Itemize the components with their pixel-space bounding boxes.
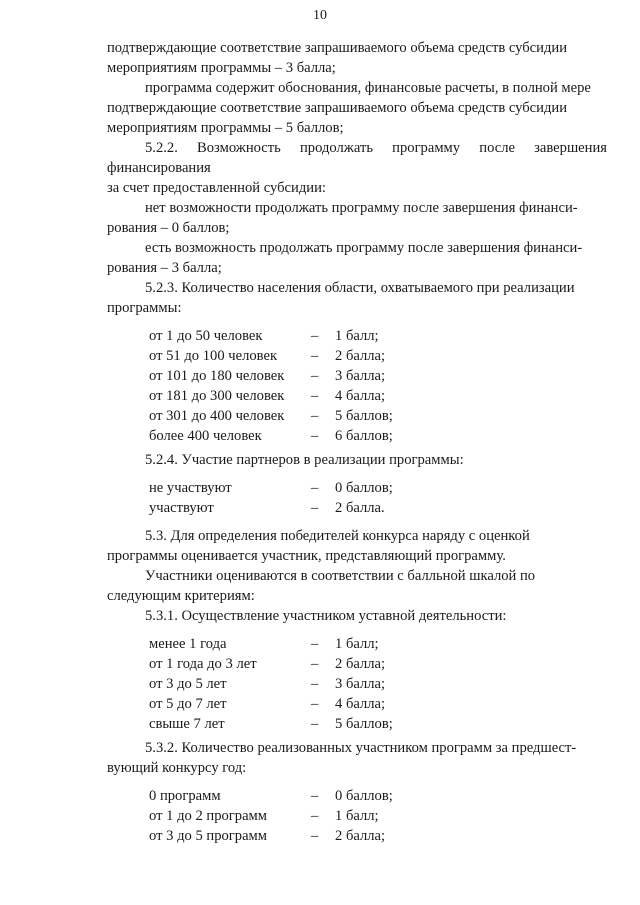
paragraph-3-points-line-2: мероприятиям программы – 3 балла; [107,60,336,76]
criteria-score: 4 балла; [335,388,386,404]
criteria-row [149,806,607,826]
population-criteria-list [149,326,607,446]
criteria-row [149,826,607,846]
criteria-label: не участвуют [149,480,232,496]
criteria-row [149,426,607,446]
section-5-3-1: 5.3.1. Осуществление участником уставной деятельности: [145,608,507,624]
section-5-2-2-line-2: за счет предоставленной субсидии: [107,180,326,196]
criteria-score: 3 балла; [335,676,386,692]
document-body [107,38,607,846]
criteria-row [149,498,607,518]
option-continuation-line-1: есть возможность продолжать программу после завершения финанси- [145,240,583,256]
section-5-3-2-line-2: вующий конкурсу год: [107,760,247,776]
criteria-label: от 181 до 300 человек [149,388,285,404]
criteria-row [149,714,607,734]
criteria-label: участвуют [149,500,214,516]
criteria-row [149,786,607,806]
criteria-label: от 5 до 7 лет [149,696,227,712]
paragraph-5-points-line-3: мероприятиям программы – 5 баллов; [107,120,344,136]
programs-criteria-list [149,786,607,846]
criteria-row [149,478,607,498]
paragraph-5-points-line-2: подтверждающие соответствие запрашиваемого объема средств субсидии [107,100,568,116]
section-5-3-line-1: 5.3. Для определения победителей конкурса наряду с оценкой [145,528,530,544]
criteria-label: от 51 до 100 человек [149,348,278,364]
page-number: 10 [313,8,327,23]
criteria-score: 2 балла; [335,656,386,672]
criteria-score: 0 баллов; [335,788,393,804]
criteria-label: от 101 до 180 человек [149,368,285,384]
criteria-dash: – [311,388,319,404]
criteria-dash: – [311,636,319,652]
criteria-dash: – [311,676,319,692]
criteria-row [149,346,607,366]
criteria-dash: – [311,348,319,364]
criteria-dash: – [311,328,319,344]
option-continuation-line-2: рования – 3 балла; [107,260,222,276]
criteria-label: от 3 до 5 программ [149,828,268,844]
section-5-2-3-line-1: 5.2.3. Количество населения области, охватываемого при реализации [145,280,575,296]
section-5-2-4: 5.2.4. Участие партнеров в реализации программы: [145,452,464,468]
criteria-row [149,386,607,406]
criteria-dash: – [311,408,319,424]
criteria-dash: – [311,656,319,672]
criteria-label: от 1 до 50 человек [149,328,263,344]
paragraph-3-points-line-1: подтверждающие соответствие запрашиваемого объема средств субсидии [107,40,568,56]
section-5-2-2-line-1: 5.2.2. Возможность продолжать программу после завершения финансирования [107,140,607,176]
criteria-score: 1 балл; [335,636,379,652]
criteria-score: 0 баллов; [335,480,393,496]
criteria-row [149,366,607,386]
participants-line-2: следующим критериям: [107,588,255,604]
criteria-score: 5 баллов; [335,408,393,424]
criteria-label: от 301 до 400 человек [149,408,285,424]
criteria-dash: – [311,500,319,516]
criteria-dash: – [311,696,319,712]
criteria-dash: – [311,480,319,496]
participants-line-1: Участники оцениваются в соответствии с балльной шкалой по [145,568,536,584]
option-no-continuation-line-2: рования – 0 баллов; [107,220,230,236]
section-5-2-3-line-2: программы: [107,300,182,316]
section-5-3-2-line-1: 5.3.2. Количество реализованных участником программ за предшест- [145,740,577,756]
criteria-dash: – [311,428,319,444]
partners-criteria-list [149,478,607,518]
criteria-label: более 400 человек [149,428,262,444]
criteria-score: 1 балл; [335,808,379,824]
section-5-3-line-2: программы оценивается участник, представляющий программу. [107,548,506,564]
criteria-score: 1 балл; [335,328,379,344]
criteria-row [149,654,607,674]
criteria-dash: – [311,716,319,732]
criteria-row [149,326,607,346]
criteria-row [149,694,607,714]
criteria-label: менее 1 года [149,636,227,652]
criteria-row [149,674,607,694]
criteria-label: от 1 года до 3 лет [149,656,257,672]
criteria-label: 0 программ [149,788,221,804]
criteria-row [149,634,607,654]
criteria-label: свыше 7 лет [149,716,225,732]
criteria-dash: – [311,808,319,824]
criteria-score: 2 балла; [335,348,386,364]
criteria-score: 4 балла; [335,696,386,712]
criteria-score: 5 баллов; [335,716,393,732]
criteria-score: 2 балла; [335,828,386,844]
activity-criteria-list [149,634,607,734]
criteria-row [149,406,607,426]
criteria-dash: – [311,368,319,384]
criteria-score: 2 балла. [335,500,385,516]
criteria-score: 6 баллов; [335,428,393,444]
option-no-continuation-line-1: нет возможности продолжать программу после завершения финанси- [145,200,578,216]
criteria-score: 3 балла; [335,368,386,384]
criteria-dash: – [311,788,319,804]
criteria-label: от 3 до 5 лет [149,676,227,692]
criteria-label: от 1 до 2 программ [149,808,268,824]
paragraph-5-points-line-1: программа содержит обоснования, финансовые расчеты, в полной мере [145,80,591,96]
criteria-dash: – [311,828,319,844]
